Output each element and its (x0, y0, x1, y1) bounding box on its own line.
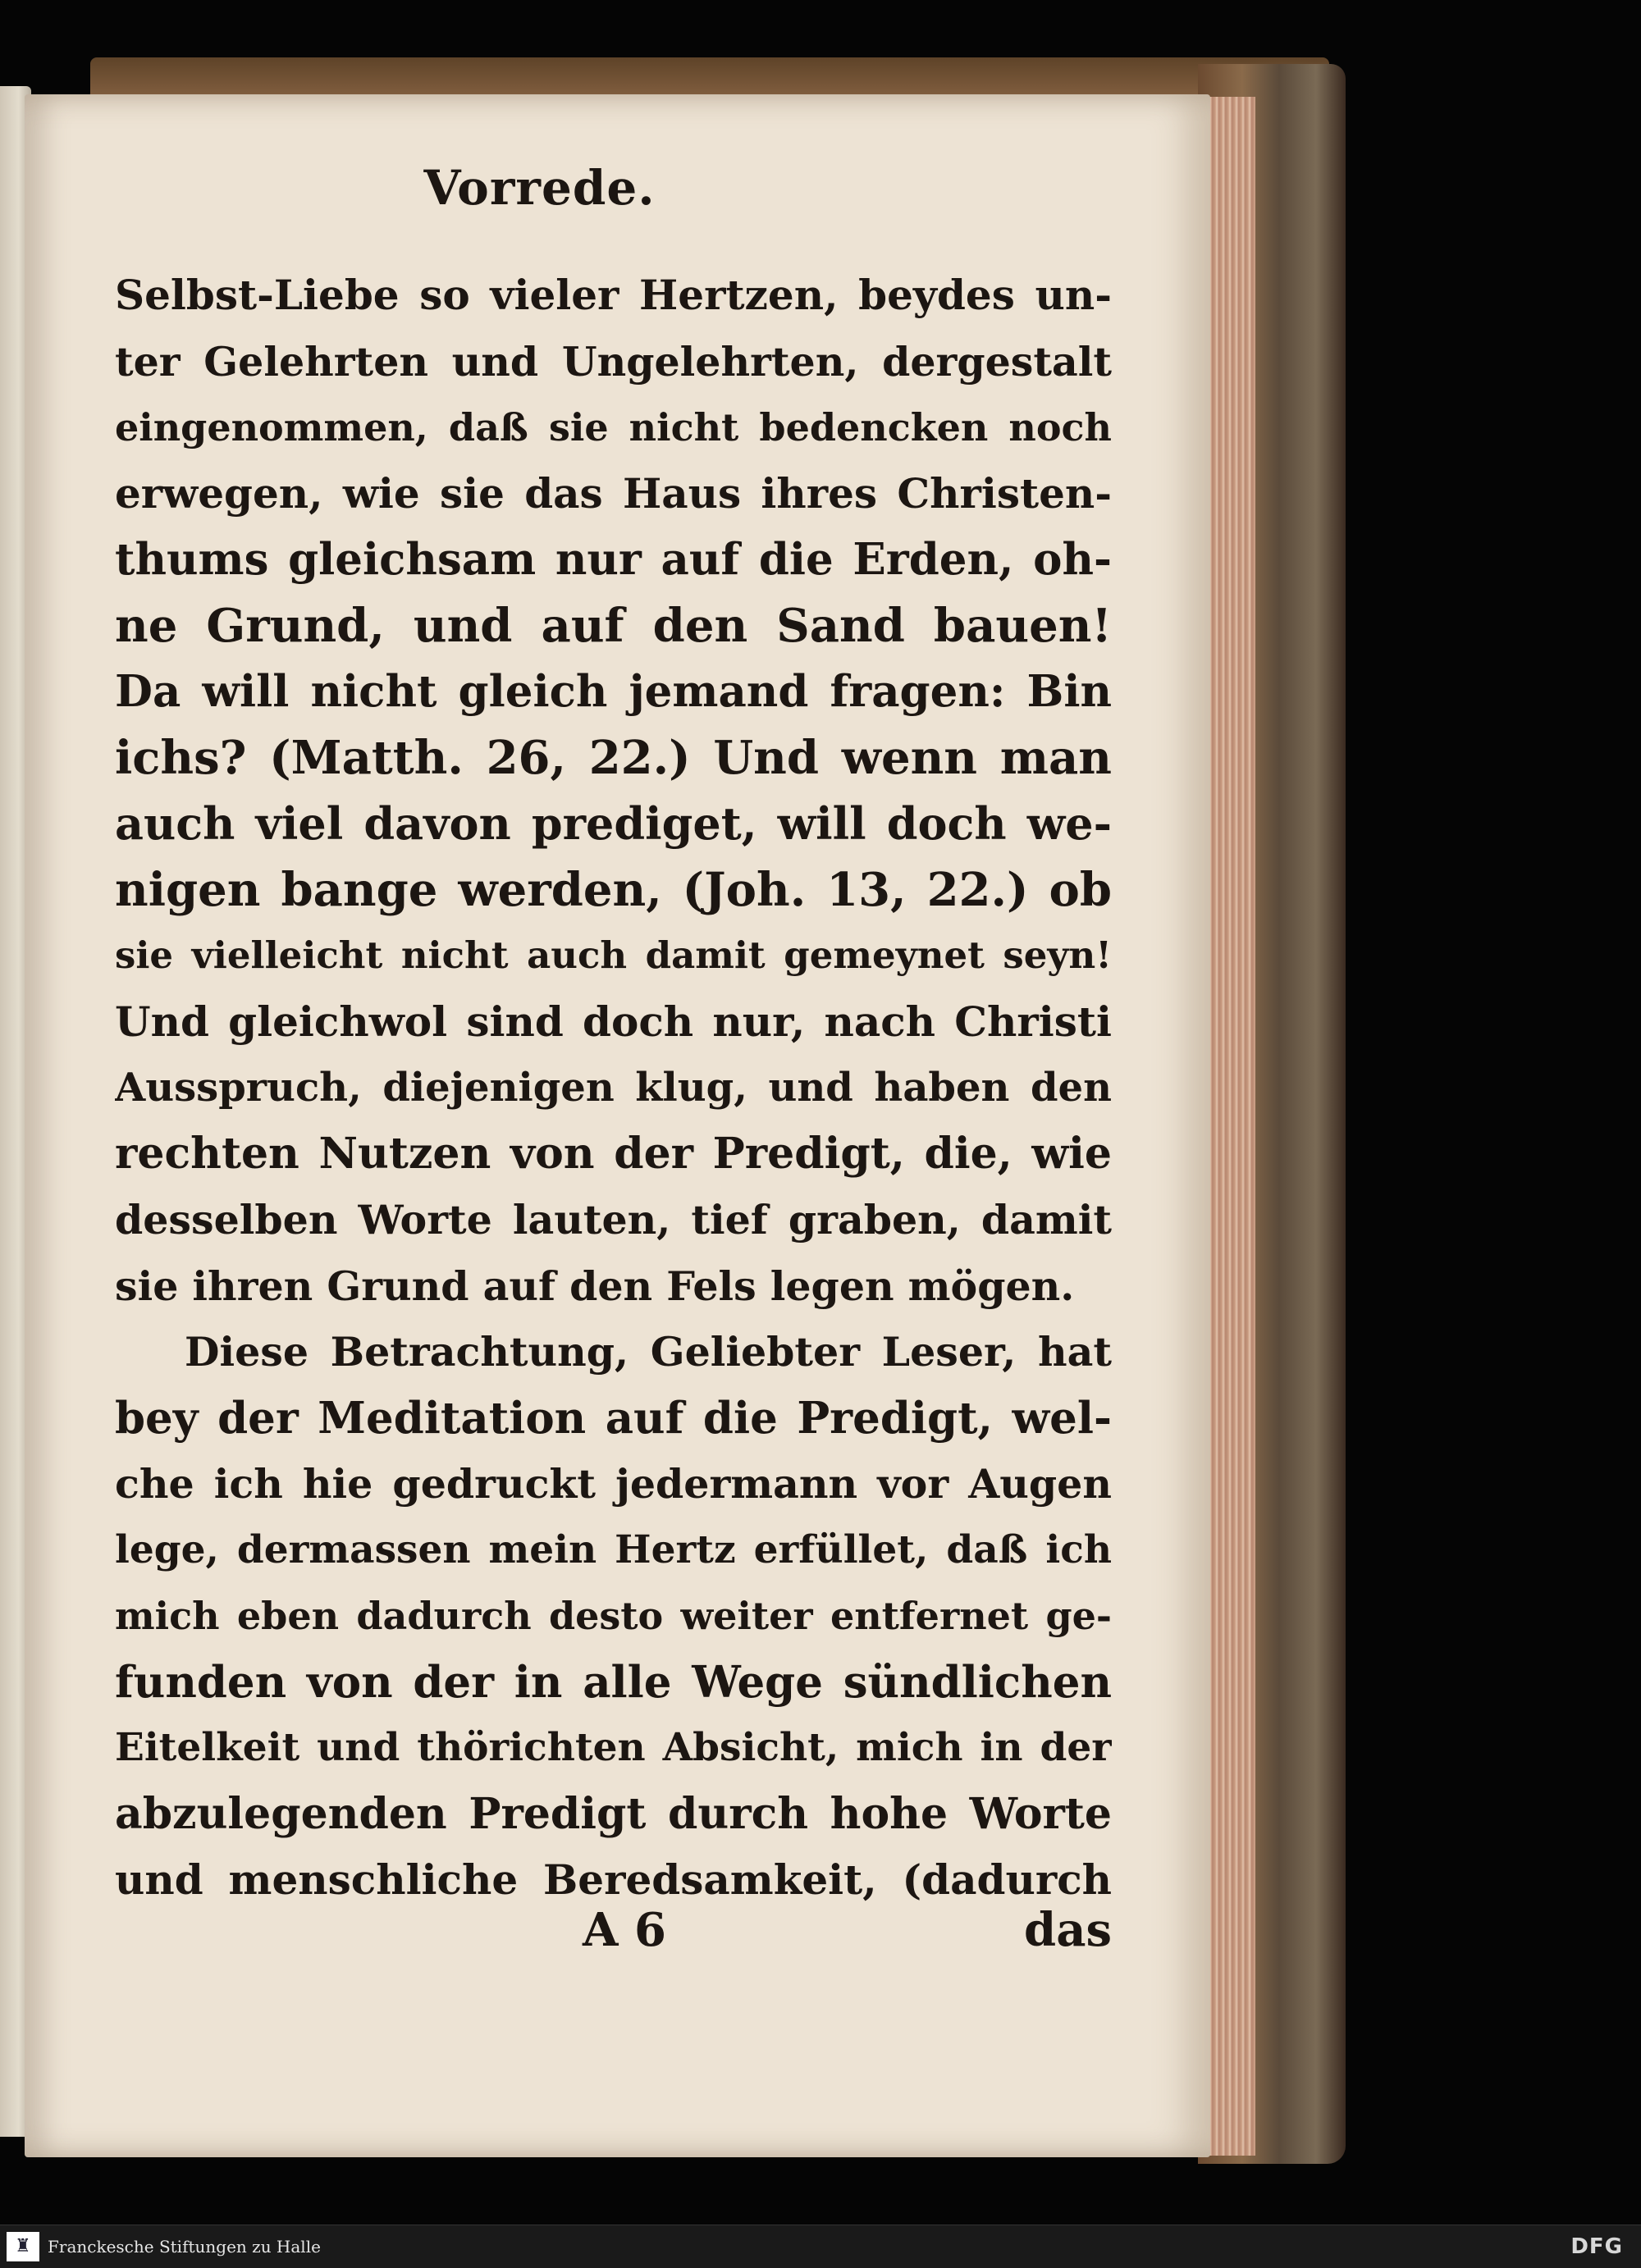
text-line: ichs? (Matth. 26, 22.) Und wenn man (115, 730, 1112, 785)
text-line: Diese Betrachtung, Geliebter Leser, hat (185, 1328, 1112, 1376)
institution-name: Franckesche Stiftungen zu Halle (48, 2237, 321, 2257)
text-line: funden von der in alle Wege sündlichen (115, 1656, 1112, 1708)
text-line: sie vielleicht nicht auch damit gemeynet seyn! (115, 933, 1112, 977)
institution-logo-icon: ♜ (7, 2232, 39, 2261)
text-line: bey der Meditation auf die Predigt, wel- (115, 1392, 1112, 1444)
text-line: Und gleichwol sind doch nur, nach Christi (115, 997, 1112, 1046)
signature-mark: A 6 (583, 1903, 666, 1957)
text-line: Ausspruch, diejenigen klug, und haben den (115, 1065, 1112, 1111)
text-line: Eitelkeit und thörichten Absicht, mich in der (115, 1725, 1112, 1770)
text-line: sie ihren Grund auf den Fels legen mögen. (115, 1262, 1075, 1310)
text-line: auch viel davon prediget, will doch we- (115, 797, 1112, 850)
text-line: abzulegenden Predigt durch hohe Worte (115, 1788, 1112, 1839)
catchword: das (1024, 1903, 1112, 1957)
book-page (25, 94, 1210, 2157)
text-line: Selbst-Liebe so vieler Hertzen, beydes un- (115, 271, 1112, 319)
text-line: mich eben dadurch desto weiter entfernet ge- (115, 1594, 1112, 1638)
running-header (25, 160, 1210, 216)
text-line: ne Grund, und auf den Sand bauen! (115, 598, 1112, 653)
page-body (115, 262, 1112, 1914)
viewer-footer-bar (0, 2225, 1641, 2268)
text-line: rechten Nutzen von der Predigt, die, wie (115, 1128, 1112, 1179)
text-line: eingenommen, daß sie nicht bedencken noch (115, 405, 1112, 449)
running-header-text: Vorrede. (423, 160, 656, 216)
text-line: erwegen, wie sie das Haus ihres Christen- (115, 468, 1112, 518)
text-line: ter Gelehrten und Ungelehrten, dergestalt (115, 337, 1112, 386)
text-line: che ich hie gedruckt jedermann vor Augen (115, 1460, 1112, 1508)
text-line: nigen bange werden, (Joh. 13, 22.) ob (115, 862, 1112, 917)
text-line: lege, dermassen mein Hertz erfüllet, daß ich (115, 1526, 1112, 1572)
text-line: Da will nicht gleich jemand fragen: Bin (115, 666, 1112, 717)
page-footer (115, 1903, 1112, 1969)
dfg-logo: DFG (1570, 2234, 1623, 2259)
text-line: thums gleichsam nur auf die Erden, oh- (115, 534, 1112, 585)
text-line: desselben Worte lauten, tief graben, damit (115, 1196, 1112, 1244)
text-line: und menschliche Beredsamkeit, (dadurch (115, 1855, 1112, 1904)
